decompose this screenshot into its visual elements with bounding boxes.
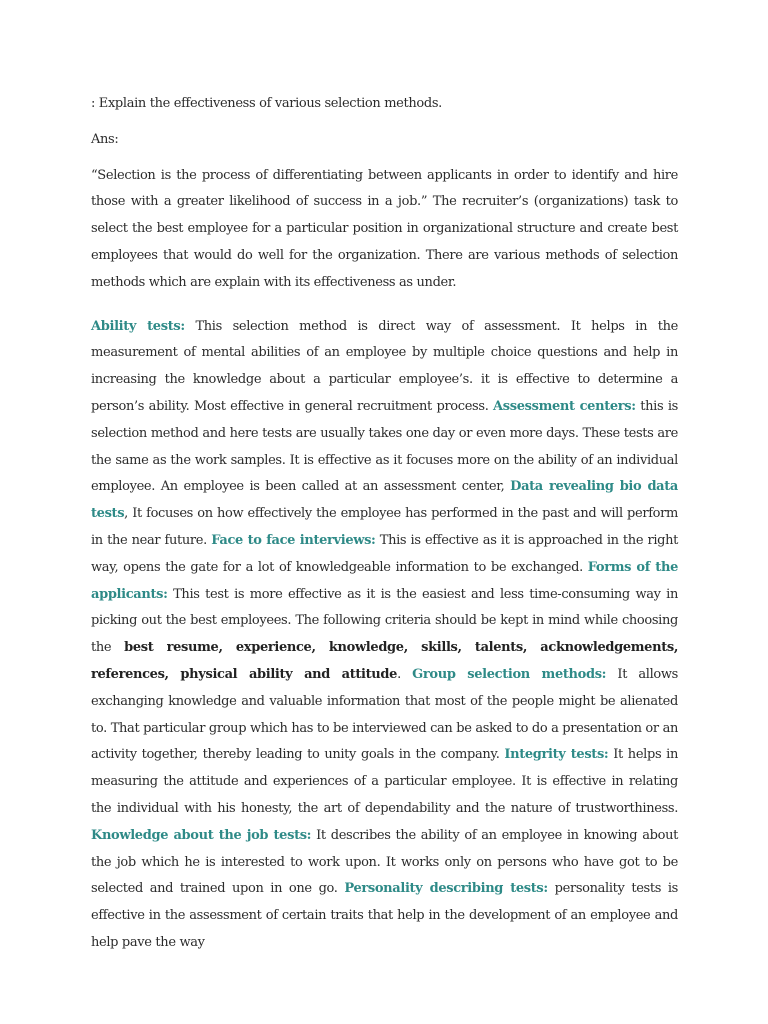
heading-knowledge-job-tests: Knowledge about the job tests: [91,827,312,843]
question-line: : Explain the effectiveness of various selection methods. [91,96,442,111]
body-text: . [397,666,413,682]
heading-group-selection-methods: Group selection methods: [412,666,607,682]
body-text: personality tests is effective in the assessment of certain traits that help in the development of an employee and help pave the way [91,881,678,950]
heading-face-to-face-interviews: Face to face interviews: [211,532,376,548]
body-text: this is selection method and here tests are usually takes one day or even more days. These tests are the same as the work samples. It is effective as it focuses more on the ability of an individual employee. An employee is been called at an assessment center, [91,398,678,495]
body-text: It allows exchanging knowledge and valuable information that most of the people might be alienated to. That particular group which has to be interviewed can be asked to do a presentation or an activity together, thereby leading to unity goals in the company. [91,666,678,763]
heading-ability-tests: Ability tests: [91,318,185,334]
selection-methods-paragraph [91,314,678,957]
body-text: It describes the ability of an employee in knowing about the job which he is interested to work upon. It works only on persons who have got to be selected and trained upon in one go. [91,827,678,897]
intro-paragraph: “Selection is the process of differentiating between applicants in order to identify and hire those with a greater likelihood of success in a job.” The recruiter’s (organizations) task to select the best employee for a particular position in organizational structure and create best employees that would do well for the organization. There are various methods of selection methods which are explain with its effectiveness as under. [91,167,678,290]
heading-integrity-tests: Integrity tests: [504,747,609,763]
answer-label: Ans: [91,131,119,147]
body-text: This test is more effective as it is the easiest and less time-consuming way in picking out the best employees. The following criteria should be kept in mind while choosing the [91,586,678,656]
heading-forms-of-applicants: Forms of the applicants: [91,559,678,602]
document-page [91,91,678,957]
heading-personality-tests: Personality describing tests: [344,881,548,897]
criteria-bold-text: best resume, experience, knowledge, skills, talents, acknowledgements, references, physical ability and attitude [91,640,679,682]
heading-assessment-centers: Assessment centers: [493,398,636,414]
body-text: , It focuses on how effectively the employee has performed in the past and will perform in the near future. [91,506,678,548]
body-text: This selection method is direct way of assessment. It helps in the measurement of mental abilities of an employee by multiple choice questions and help in increasing the knowledge about a particular employee’s. it is effective to determine a person’s ability. Most effective in general recruitment process. [91,318,678,414]
body-text: It helps in measuring the attitude and experiences of a particular employee. It is effective in relating the individual with his honesty, the art of dependability and the nature of trustworthiness. [91,747,678,816]
heading-bio-data-tests: Data revealing bio data tests [91,479,678,522]
body-text: This is effective as it is approached in the right way, opens the gate for a lot of knowledgeable information to be exchanged. [91,532,679,575]
